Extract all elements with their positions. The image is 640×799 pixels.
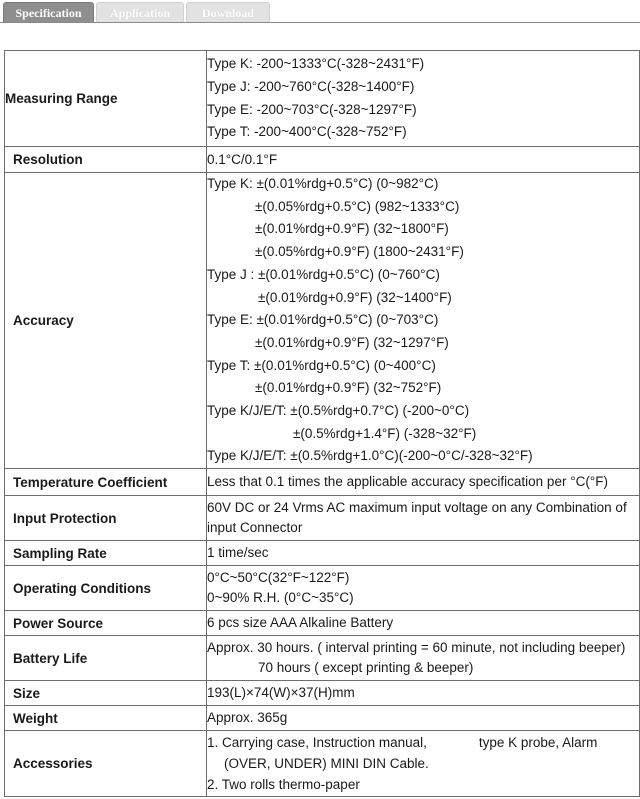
table-row <box>5 611 640 636</box>
tab-application[interactable]: Application <box>96 2 184 22</box>
accuracy-line: Type K/J/E/T: ±(0.5%rdg+1.0°C)(-200~0°C/-328~32°F) <box>207 448 533 464</box>
operating-conditions-label: Operating Conditions <box>5 566 207 611</box>
table-row <box>5 496 640 541</box>
battery-life-line: Approx. 30 hours. ( interval printing = 60 minute, not including beeper) <box>207 640 626 656</box>
battery-life-value <box>207 636 640 681</box>
weight-label: Weight <box>5 706 207 731</box>
accessories-line-1a: 1. Carrying case, Instruction manual, <box>207 735 427 751</box>
specification-table <box>4 50 640 797</box>
tab-download[interactable]: Download <box>186 2 270 22</box>
accuracy-line: Type E: ±(0.01%rdg+0.5°C) (0~703°C) <box>207 312 439 328</box>
weight-value: Approx. 365g <box>207 706 640 731</box>
resolution-label: Resolution <box>5 147 207 173</box>
resolution-value: 0.1°C/0.1°F <box>207 147 640 173</box>
table-row <box>5 469 640 496</box>
operating-humidity: 0~90% R.H. (0°C~35°C) <box>207 590 354 606</box>
range-type-k: Type K: -200~1333°C(-328~2431°F) <box>207 56 425 72</box>
battery-life-line: 70 hours ( except printing & beeper) <box>258 660 474 676</box>
input-protection-value <box>207 496 640 541</box>
tab-bar <box>0 0 640 24</box>
accuracy-line: Type K: ±(0.01%rdg+0.5°C) (0~982°C) <box>207 176 439 191</box>
size-label: Size <box>5 681 207 706</box>
operating-temperature: 0°C~50°C(32°F~122°F) <box>207 570 350 586</box>
accessories-value <box>207 731 640 797</box>
accuracy-label: Accuracy <box>5 173 207 469</box>
table-row <box>5 706 640 731</box>
accuracy-line: ±(0.01%rdg+0.9°F) (32~752°F) <box>255 380 442 396</box>
accessories-line <box>207 732 639 753</box>
table-row <box>5 636 640 681</box>
measuring-range-label: Measuring Range <box>5 51 207 147</box>
table-row <box>5 681 640 706</box>
input-protection-text: 60V DC or 24 Vrms AC maximum input voltage on any Combination of input Connector <box>207 500 627 536</box>
size-value: 193(L)×74(W)×37(H)mm <box>207 681 640 706</box>
accuracy-value <box>207 173 640 469</box>
accuracy-line: Type K/J/E/T: ±(0.5%rdg+0.7°C) (-200~0°C) <box>207 403 470 419</box>
operating-conditions-value <box>207 566 640 611</box>
table-row <box>5 541 640 566</box>
tab-divider <box>0 22 640 23</box>
accuracy-line: ±(0.01%rdg+0.9°F) (32~1297°F) <box>255 334 449 350</box>
accuracy-line: ±(0.5%rdg+1.4°F) (-328~32°F) <box>293 425 477 441</box>
table-row <box>5 147 640 173</box>
accuracy-line: ±(0.01%rdg+0.9°F) (32~1800°F) <box>255 221 449 237</box>
power-source-value: 6 pcs size AAA Alkaline Battery <box>207 611 640 636</box>
temperature-coefficient-value: Less that 0.1 times the applicable accuracy specification per °C(°F) <box>207 469 640 496</box>
accuracy-line: ±(0.05%rdg+0.9°F) (1800~2431°F) <box>255 244 464 260</box>
sampling-rate-value: 1 time/sec <box>207 541 640 566</box>
range-type-t: Type T: -200~400°C(-328~752°F) <box>207 124 407 140</box>
temperature-coefficient-label: Temperature Coefficient <box>5 469 207 496</box>
power-source-label: Power Source <box>5 611 207 636</box>
range-type-e: Type E: -200~703°C(-328~1297°F) <box>207 101 417 117</box>
accuracy-line: ±(0.05%rdg+0.5°C) (982~1333°C) <box>255 198 460 214</box>
table-row <box>5 173 640 469</box>
table-row <box>5 731 640 797</box>
range-type-j: Type J: -200~760°C(-328~1400°F) <box>207 78 415 94</box>
accessories-line: (OVER, UNDER) MINI DIN Cable. <box>224 756 429 772</box>
sampling-rate-label: Sampling Rate <box>5 541 207 566</box>
table-row <box>5 566 640 611</box>
accessories-line-1b: type K probe, Alarm <box>478 735 598 751</box>
accuracy-line: Type J : ±(0.01%rdg+0.5°C) (0~760°C) <box>207 266 440 282</box>
input-protection-label: Input Protection <box>5 496 207 541</box>
battery-life-label: Battery Life <box>5 636 207 681</box>
accessories-label: Accessories <box>5 731 207 797</box>
table-row <box>5 51 640 147</box>
measuring-range-value <box>207 51 640 147</box>
tab-specification[interactable]: Specification <box>3 2 94 22</box>
accessories-line: 2. Two rolls thermo-paper <box>207 777 360 793</box>
accuracy-line: ±(0.01%rdg+0.9°F) (32~1400°F) <box>258 289 452 305</box>
accuracy-line: Type T: ±(0.01%rdg+0.5°C) (0~400°C) <box>207 357 436 373</box>
